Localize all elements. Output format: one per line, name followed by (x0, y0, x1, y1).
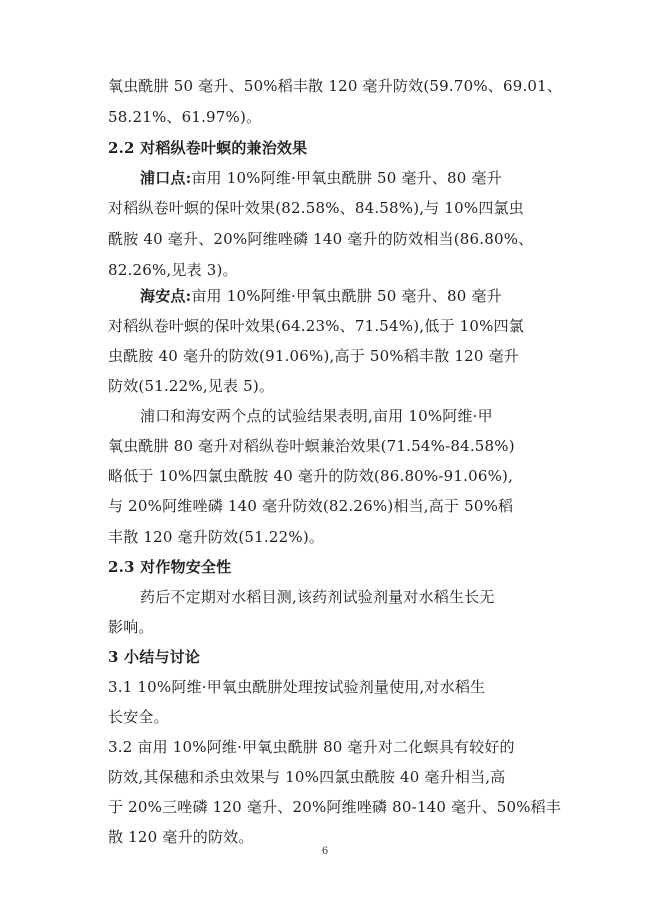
site-label: 浦口点: (140, 169, 192, 187)
body-text-line: 与 20%阿维唑磷 140 毫升防效(82.26%)相当,高于 50%稻 (108, 497, 514, 515)
body-text-line: 对稻纵卷叶螟的保叶效果(64.23%、71.54%),低于 10%四氯 (108, 317, 524, 335)
body-text-line: 浦口和海安两个点的试验结果表明,亩用 10%阿维·甲 (140, 407, 493, 425)
site-label: 海安点: (140, 287, 192, 305)
body-text-line: 于 20%三唑磷 120 毫升、20%阿维唑磷 80-140 毫升、50%稻丰 (108, 798, 562, 816)
body-text-line: 氧虫酰肼 50 毫升、50%稻丰散 120 毫升防效(59.70%、69.01、 (108, 77, 563, 95)
body-text-line (140, 168, 502, 188)
body-text-line: 对稻纵卷叶螟的保叶效果(82.58%、84.58%),与 10%四氯虫 (108, 199, 524, 217)
body-text-line: 略低于 10%四氯虫酰胺 40 毫升的防效(86.80%-91.06%), (108, 467, 514, 485)
body-text-line: 氧虫酰肼 80 毫升对稻纵卷叶螟兼治效果(71.54%-84.58%) (108, 437, 515, 455)
body-text-line: 3.2 亩用 10%阿维·甲氧虫酰肼 80 毫升对二化螟具有较好的 (108, 738, 515, 756)
body-text-line: 虫酰胺 40 毫升的防效(91.06%),高于 50%稻丰散 120 毫升 (108, 347, 519, 365)
section-heading: 2.2 对稻纵卷叶螟的兼治效果 (108, 139, 308, 157)
page-number: 6 (321, 846, 329, 857)
body-text-line: 58.21%、61.97%)。 (108, 108, 262, 126)
body-text-line (140, 286, 502, 306)
line-text: 亩用 10%阿维·甲氧虫酰肼 50 毫升、80 毫升 (191, 169, 502, 187)
body-text-line: 长安全。 (108, 708, 169, 726)
section-heading: 2.3 对作物安全性 (108, 558, 232, 576)
body-text-line: 散 120 毫升的防效。 (108, 828, 254, 846)
line-text: 亩用 10%阿维·甲氧虫酰肼 50 毫升、80 毫升 (191, 287, 502, 305)
section-heading: 3 小结与讨论 (108, 648, 201, 666)
body-text-line: 防效(51.22%,见表 5)。 (108, 377, 275, 395)
body-text-line: 82.26%,见表 3)。 (108, 261, 238, 279)
body-text-line: 3.1 10%阿维·甲氧虫酰肼处理按试验剂量使用,对水稻生 (108, 678, 486, 696)
body-text-line: 丰散 120 毫升防效(51.22%)。 (108, 528, 325, 546)
body-text-line: 药后不定期对水稻目测,该药剂试验剂量对水稻生长无 (140, 588, 495, 606)
body-text-line: 酰胺 40 毫升、20%阿维唑磷 140 毫升的防效相当(86.80%、 (108, 230, 534, 248)
body-text-line: 防效,其保穗和杀虫效果与 10%四氯虫酰胺 40 毫升相当,高 (108, 768, 506, 786)
body-text-line: 影响。 (108, 618, 154, 636)
